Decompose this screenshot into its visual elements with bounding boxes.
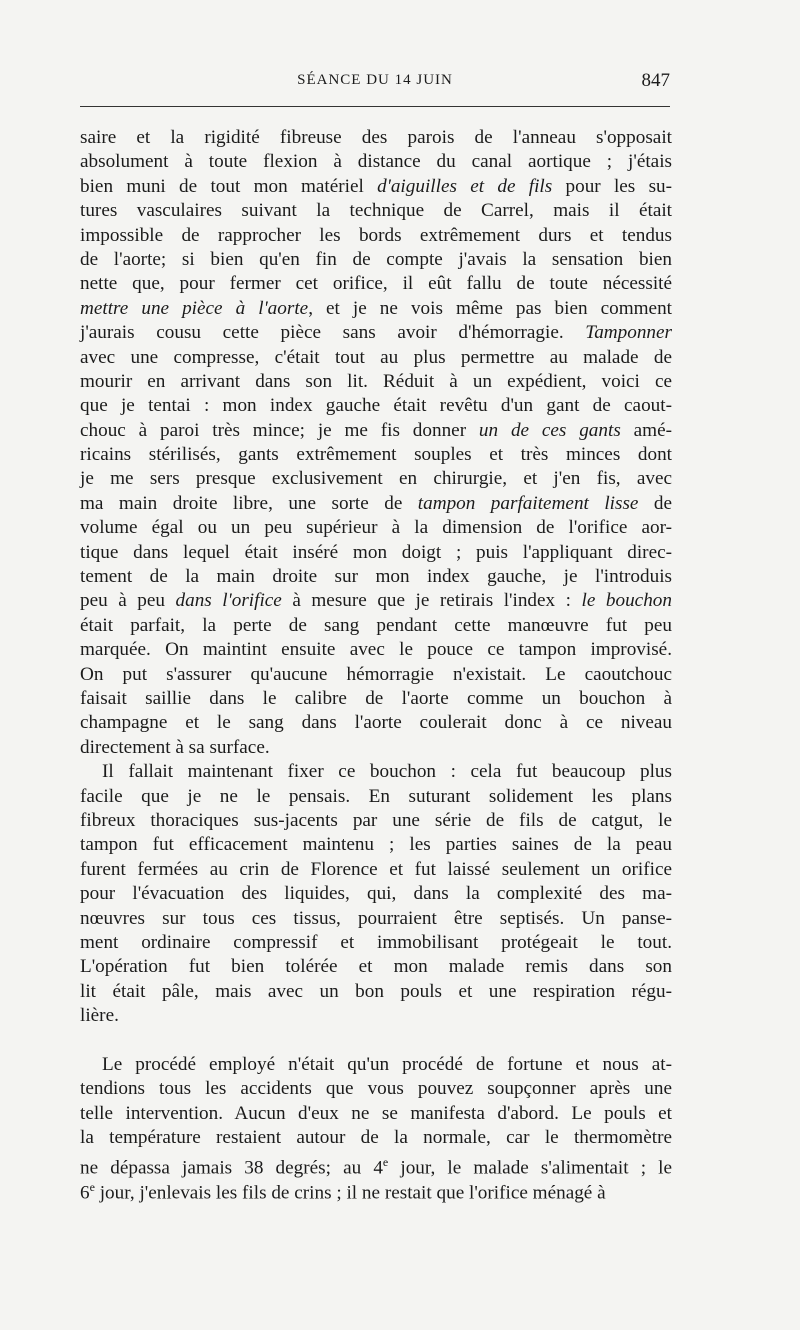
text-run: 6 [80, 1182, 90, 1204]
text-run: marquée. On maintint ensuite avec le pouce ce tampon improvisé. [80, 639, 672, 661]
text-line [80, 199, 672, 223]
text-run: amé- [620, 419, 672, 441]
italic-run: le bouchon [581, 590, 672, 612]
text-line [80, 687, 672, 711]
text-line [80, 1102, 672, 1126]
text-run: L'opération fut bien tolérée et mon malade remis dans son [80, 956, 672, 978]
text-run: de [638, 492, 672, 514]
running-title: SÉANCE DU 14 JUIN [297, 72, 453, 88]
text-run: jour, le malade s'alimentait ; le [388, 1157, 672, 1179]
text-run: furent fermées au crin de Florence et fut laissé seulement un orifice [80, 858, 672, 880]
italic-run: tampon parfaitement lisse [417, 492, 639, 514]
text-line [80, 1004, 672, 1028]
text-run: ment ordinaire compressif et immobilisant protégeait le tout. [80, 931, 672, 953]
text-run: On put s'assurer qu'aucune hémorragie n'existait. Le caoutchouc [80, 663, 672, 685]
text-line [80, 370, 672, 394]
paragraph [80, 760, 672, 1028]
text-line [80, 980, 672, 1004]
text-run: avec une compresse, c'était tout au plus permettre au malade de [80, 346, 672, 368]
superscript: e [89, 1179, 95, 1194]
superscript: e [382, 1155, 389, 1170]
text-run: Il fallait maintenant fixer ce bouchon : cela fut beaucoup plus [102, 761, 672, 783]
text-line [80, 833, 672, 857]
text-run: la température restaient autour de la normale, car le thermomètre [80, 1127, 672, 1149]
italic-run: dans l'orifice [175, 590, 282, 612]
text-line [80, 1150, 672, 1179]
text-line [80, 1077, 672, 1101]
text-run: tement de la main droite sur mon index gauche, je l'introduis [80, 566, 672, 588]
text-line [80, 1175, 672, 1204]
text-run: mourir en arrivant dans son lit. Réduit à un expédient, voici ce [80, 370, 672, 392]
text-line [80, 711, 672, 735]
text-line [80, 589, 672, 613]
paragraph [80, 1053, 672, 1204]
text-run: Le procédé employé n'était qu'un procédé de fortune et nous at- [102, 1053, 672, 1075]
running-header [80, 70, 670, 94]
text-line [80, 150, 672, 174]
text-run: nœuvres sur tous ces tissus, pourraient être septisés. Un panse- [80, 907, 672, 929]
text-line [80, 955, 672, 979]
text-run: absolument à toute flexion à distance du canal aortique ; j'étais [80, 151, 672, 173]
text-run: pour les su- [552, 175, 673, 197]
text-run: j'aurais cousu cette pièce sans avoir d'hémorragie. [80, 322, 586, 344]
text-line [80, 541, 672, 565]
text-line [80, 858, 672, 882]
text-line [80, 492, 672, 516]
text-line [80, 346, 672, 370]
text-line [80, 248, 672, 272]
text-run: champagne et le sang dans l'aorte coulerait donc à ce niveau [80, 712, 672, 734]
text-line [80, 1126, 672, 1150]
text-run: de l'aorte; si bien qu'en fin de compte j'avais la sensation bien [80, 248, 672, 270]
text-run: lit était pâle, mais avec un bon pouls et une respiration régu- [80, 980, 672, 1002]
text-line [80, 467, 672, 491]
text-run: jour, j'enlevais les fils de crins ; il ne restait que l'orifice ménagé à [94, 1182, 606, 1204]
text-run: nette que, pour fermer cet orifice, il eût fallu de toute nécessité [80, 273, 672, 295]
text-line [80, 614, 672, 638]
text-line [80, 297, 672, 321]
text-line [80, 809, 672, 833]
text-run: tampon fut efficacement maintenu ; les parties saines de la peau [80, 834, 672, 856]
text-run: peu à peu [80, 590, 176, 612]
paragraph [80, 126, 672, 760]
text-run: fibreux thoraciques sus-jacents par une série de fils de catgut, le [80, 809, 672, 831]
text-run: tures vasculaires suivant la technique de Carrel, mais il était [80, 200, 672, 222]
paragraph-gap [80, 1028, 672, 1052]
text-line [80, 175, 672, 199]
text-line [80, 321, 672, 345]
text-line [80, 565, 672, 589]
text-line [80, 882, 672, 906]
text-line [80, 443, 672, 467]
text-run: saire et la rigidité fibreuse des parois de l'anneau s'opposait [80, 127, 672, 148]
text-line [80, 126, 672, 150]
text-line [80, 224, 672, 248]
text-line [80, 907, 672, 931]
text-run: je me sers presque exclusivement en chirurgie, et j'en fis, avec [80, 468, 672, 490]
text-run: lière. [80, 1005, 119, 1027]
text-run: tique dans lequel était inséré mon doigt ; puis l'appliquant direc- [80, 541, 672, 563]
text-line [80, 760, 672, 784]
text-run: bien muni de tout mon matériel [80, 175, 378, 197]
text-line [80, 272, 672, 296]
text-line [80, 419, 672, 443]
text-run: facile que je ne le pensais. En suturant solidement les plans [80, 785, 672, 807]
italic-run: Tamponner [585, 322, 672, 344]
text-run: ricains stérilisés, gants extrêmement souples et très minces dont [80, 444, 672, 466]
text-run: , et je ne vois même pas bien comment [308, 297, 673, 319]
text-run: directement à sa surface. [80, 736, 270, 758]
body-text [80, 126, 673, 1204]
text-run: faisait saillie dans le calibre de l'aorte comme un bouchon à [80, 687, 672, 709]
text-run: telle intervention. Aucun d'eux ne se manifesta d'abord. Le pouls et [80, 1102, 672, 1124]
text-line [80, 638, 672, 662]
text-run: chouc à paroi très mince; je me fis donner [80, 419, 479, 441]
page-number: 847 [641, 70, 670, 91]
text-line [80, 516, 672, 540]
italic-run: un de ces gants [478, 419, 621, 441]
text-line [80, 663, 672, 687]
text-run: était parfait, la perte de sang pendant cette manœuvre fut peu [80, 614, 672, 636]
italic-run: mettre une pièce à l'aorte [80, 297, 309, 319]
italic-run: d'aiguilles et de fils [377, 175, 553, 197]
text-run: volume égal ou un peu supérieur à la dimension de l'orifice aor- [80, 517, 672, 539]
text-line [80, 394, 672, 418]
text-line [80, 736, 672, 760]
text-line [80, 785, 672, 809]
text-run: ma main droite libre, une sorte de [80, 492, 418, 514]
header-rule [80, 106, 670, 107]
text-line [80, 1053, 672, 1077]
text-run: tendions tous les accidents que vous pouvez soupçonner après une [80, 1078, 672, 1100]
text-run: impossible de rapprocher les bords extrêmement durs et tendus [80, 224, 672, 246]
text-line [80, 931, 672, 955]
text-run: ne dépassa jamais 38 degrés; au 4 [80, 1157, 383, 1179]
text-run: que je tentai : mon index gauche était revêtu d'un gant de caout- [80, 395, 672, 417]
text-run: pour l'évacuation des liquides, qui, dans la complexité des ma- [80, 883, 672, 905]
text-run: à mesure que je retirais l'index : [281, 590, 582, 612]
